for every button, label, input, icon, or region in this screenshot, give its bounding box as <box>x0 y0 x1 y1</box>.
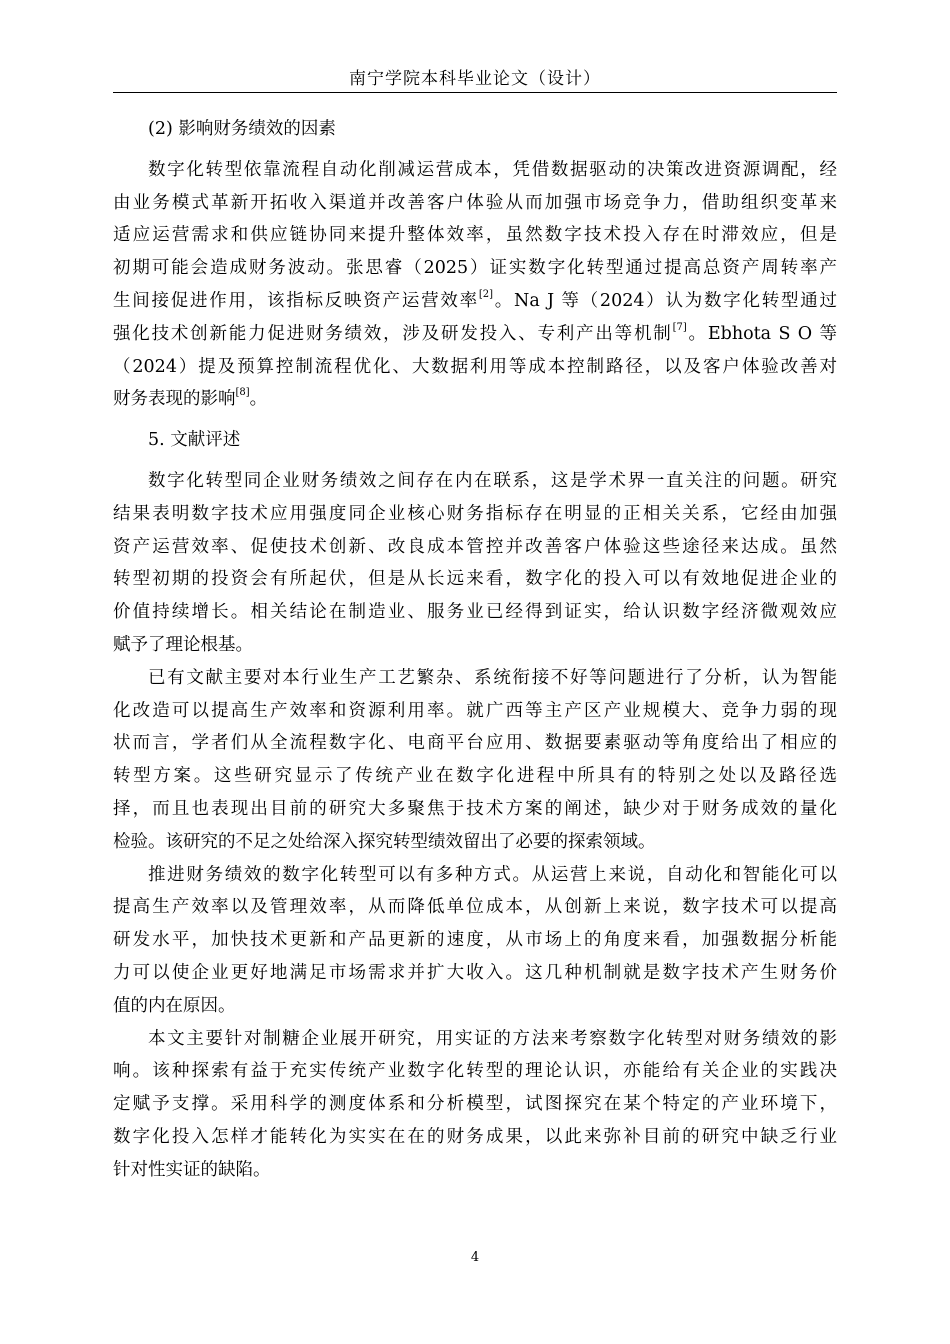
paragraph-line: 针对性实证的缺陷。 <box>113 1159 271 1180</box>
citation-ref: [2] <box>478 288 494 300</box>
text-run: 。Na J 等（2024）认为数字化转型通过 <box>493 290 838 311</box>
paragraph-review-1 <box>113 465 837 662</box>
paragraph-line <box>113 383 837 416</box>
text-run: 生间接促进作用，该指标反映资产运营效率 <box>113 290 479 311</box>
paragraph-line: 提高生产效率以及管理效率，从而降低单位成本，从创新上来说，数字技术可以提高 <box>113 897 837 918</box>
paragraph-line: 价值持续增长。相关结论在制造业、服务业已经得到证实，给认识数字经济微观效应 <box>113 602 837 623</box>
paragraph-line: 结果表明数字技术应用强度同企业核心财务指标存在明显的正相关关系，它经由加强 <box>113 503 837 524</box>
paragraph-review-2 <box>113 662 837 859</box>
paragraph-line: 数字化转型同企业财务绩效之间存在内在联系，这是学术界一直关注的问题。研究 <box>148 470 837 491</box>
text-run: 。Ebhota S O 等 <box>686 323 838 344</box>
text-run: 强化技术创新能力促进财务绩效，涉及研发投入、专利产出等机制 <box>113 323 673 344</box>
page-header: 南宁学院本科毕业论文（设计） <box>349 69 601 89</box>
paragraph-line: 研发水平，加快技术更新和产品更新的速度，从市场上的角度来看，加强数据分析能 <box>113 930 837 951</box>
section-heading: (2) 影响财务绩效的因素 <box>148 119 336 139</box>
citation-ref: [8] <box>235 387 250 399</box>
text-run: 。 <box>249 389 268 410</box>
paragraph-line: 响。该种探索有益于充实传统产业数字化转型的理论认识，亦能给有关企业的实践决 <box>113 1061 837 1082</box>
text-run: 财务表现的影响 <box>113 389 236 410</box>
paragraph-line: 转型方案。这些研究显示了传统产业在数字化进程中所具有的特别之处以及路径选 <box>113 766 837 787</box>
paragraph-line: 化改造可以提高生产效率和资源利用率。就广西等主产区产业规模大、竞争力弱的现 <box>113 700 837 721</box>
paragraph-line: 值的内在原因。 <box>113 995 236 1016</box>
paragraph-line: 状而言，学者们从全流程数字化、电商平台应用、数据要素驱动等角度给出了相应的 <box>113 733 837 754</box>
paragraph-line: 推进财务绩效的数字化转型可以有多种方式。从运营上来说，自动化和智能化可以 <box>148 864 837 885</box>
paragraph-line: 适应运营需求和供应链协同来提升整体效率，虽然数字技术投入存在时滞效应，但是 <box>113 225 837 246</box>
citation-ref: [7] <box>672 321 687 333</box>
header-rule <box>113 92 837 93</box>
paragraph-line: 由业务模式革新开拓收入渠道并改善客户体验从而加强市场竞争力，借助组织变革来 <box>113 192 837 213</box>
paragraph-review-4 <box>113 1023 837 1187</box>
paragraph-line: 数字化投入怎样才能转化为实实在在的财务成果，以此来弥补目前的研究中缺乏行业 <box>113 1126 837 1147</box>
paragraph-line: 转型初期的投资会有所起伏，但是从长远来看，数字化的投入可以有效地促进企业的 <box>113 569 837 590</box>
paragraph-line: 定赋予支撑。采用科学的测度体系和分析模型，试图探究在某个特定的产业环境下， <box>113 1094 837 1115</box>
paragraph-line: 择，而且也表现出目前的研究大多聚焦于技术方案的阐述，缺少对于财务成效的量化 <box>113 798 837 819</box>
page-number: 4 <box>470 1250 480 1265</box>
paragraph-line: 资产运营效率、促使技术创新、改良成本管控并改善客户体验这些途径来达成。虽然 <box>113 536 837 557</box>
paragraph-line: 检验。该研究的不足之处给深入探究转型绩效留出了必要的探索领域。 <box>113 831 656 852</box>
paragraph-line: 赋予了理论根基。 <box>113 634 253 655</box>
section-heading-5: 5. 文献评述 <box>148 430 241 451</box>
paragraph-line <box>113 285 837 318</box>
paragraph-line: 数字化转型依靠流程自动化削减运营成本，凭借数据驱动的决策改进资源调配，经 <box>148 159 837 180</box>
paragraph-factors <box>113 154 837 416</box>
paragraph-review-3 <box>113 859 837 1023</box>
paragraph-line <box>113 318 837 351</box>
page-body <box>113 113 837 1187</box>
paragraph-line: 已有文献主要对本行业生产工艺繁杂、系统衔接不好等问题进行了分析，认为智能 <box>148 667 837 688</box>
paragraph-line: 力可以使企业更好地满足市场需求并扩大收入。这几种机制就是数字技术产生财务价 <box>113 962 837 983</box>
paragraph-line: 本文主要针对制糖企业展开研究，用实证的方法来考察数字化转型对财务绩效的影 <box>148 1028 837 1049</box>
paragraph-line: 初期可能会造成财务波动。张思睿（2025）证实数字化转型通过提高总资产周转率产 <box>113 258 837 279</box>
paragraph-line: （2024）提及预算控制流程优化、大数据利用等成本控制路径，以及客户体验改善对 <box>113 356 837 377</box>
